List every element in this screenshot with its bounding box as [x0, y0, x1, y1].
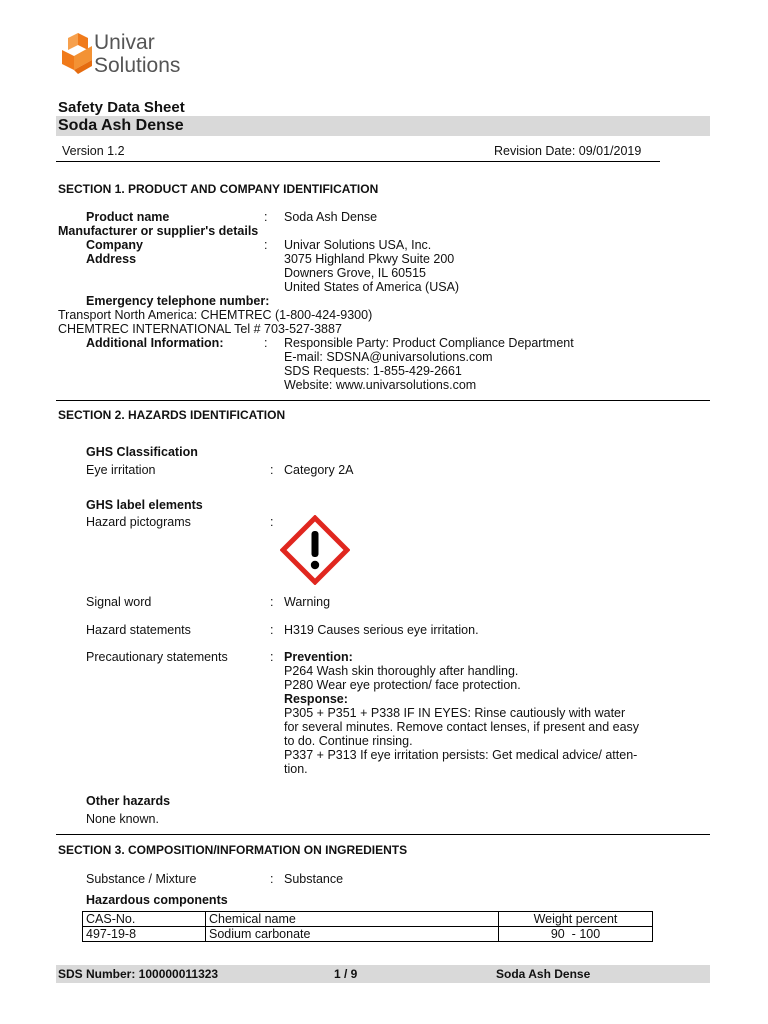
- response-line: P305 + P351 + P338 IF IN EYES: Rinse cautiously with water: [284, 706, 626, 720]
- company-value: Univar Solutions USA, Inc.: [284, 238, 432, 252]
- signal-word-value: Warning: [284, 595, 331, 609]
- product-name-label: Product name: [86, 210, 170, 224]
- colon: :: [270, 595, 274, 609]
- additional-line: Responsible Party: Product Compliance Department: [284, 336, 574, 350]
- page-number: 1 / 9: [334, 967, 358, 981]
- colon: :: [270, 650, 274, 664]
- header-divider: [56, 161, 660, 162]
- hazard-statements-label: Hazard statements: [86, 623, 191, 637]
- hazardous-components-heading: Hazardous components: [86, 893, 228, 907]
- address-label: Address: [86, 252, 137, 266]
- precautionary-block: [284, 650, 639, 776]
- table-header-cell: CAS-No.: [83, 912, 206, 927]
- section-divider: [56, 400, 710, 401]
- table-header-cell: Chemical name: [206, 912, 499, 927]
- emergency-block: [58, 308, 372, 336]
- company-label: Company: [86, 238, 143, 252]
- ghs-label-elements-heading: GHS label elements: [86, 498, 203, 512]
- colon: :: [270, 623, 274, 637]
- eye-irritation-label: Eye irritation: [86, 463, 156, 477]
- address-line: United States of America (USA): [284, 280, 460, 294]
- prevention-line: P280 Wear eye protection/ face protection.: [284, 678, 521, 692]
- precautionary-statements-label: Precautionary statements: [86, 650, 228, 664]
- logo-line-2: Solutions: [94, 54, 181, 77]
- footer-product: Soda Ash Dense: [496, 967, 591, 981]
- response-heading: Response:: [284, 692, 348, 706]
- colon: :: [264, 238, 268, 252]
- hazard-pictograms-label: Hazard pictograms: [86, 515, 191, 529]
- section-1-title: SECTION 1. PRODUCT AND COMPANY IDENTIFICATION: [58, 182, 379, 196]
- table-row: [83, 927, 653, 942]
- signal-word-label: Signal word: [86, 595, 152, 609]
- revision-date: Revision Date: 09/01/2019: [494, 144, 642, 158]
- colon: :: [270, 515, 274, 529]
- section-3-title: SECTION 3. COMPOSITION/INFORMATION ON INGREDIENTS: [58, 843, 408, 857]
- table-cell: 497-19-8: [83, 927, 206, 942]
- product-name-value: Soda Ash Dense: [284, 210, 378, 224]
- emergency-label: Emergency telephone number:: [86, 294, 270, 308]
- other-hazards-value: None known.: [86, 812, 159, 826]
- emergency-line: Transport North America: CHEMTREC (1-800-424-9300): [58, 308, 373, 322]
- additional-info-block: [284, 336, 574, 392]
- logo-line-1: Univar: [94, 31, 155, 54]
- address-line: Downers Grove, IL 60515: [284, 266, 426, 280]
- univar-logo: [56, 28, 206, 88]
- prevention-line: P264 Wash skin thoroughly after handling.: [284, 664, 519, 678]
- table-cell: 90 - 100: [499, 927, 653, 942]
- colon: :: [270, 463, 274, 477]
- table-header-cell: Weight percent: [499, 912, 653, 927]
- additional-info-label: Additional Information:: [86, 336, 224, 350]
- response-line: to do. Continue rinsing.: [284, 734, 413, 748]
- response-line: tion.: [284, 762, 308, 776]
- colon: :: [270, 872, 274, 886]
- table-cell: Sodium carbonate: [206, 927, 499, 942]
- response-line: P337 + P313 If eye irritation persists: Get medical advice/ atten-: [284, 748, 638, 762]
- prevention-heading: Prevention:: [284, 650, 353, 664]
- version: Version 1.2: [62, 144, 125, 158]
- table-header-row: [83, 912, 653, 927]
- additional-line: Website: www.univarsolutions.com: [284, 378, 477, 392]
- exclamation-mark-ghs-icon: [280, 515, 350, 585]
- section-divider: [56, 834, 710, 835]
- colon: :: [264, 336, 268, 350]
- emergency-line: CHEMTREC INTERNATIONAL Tel # 703-527-3887: [58, 322, 342, 336]
- eye-irritation-value: Category 2A: [284, 463, 354, 477]
- univar-hexagon-logo-icon: [60, 32, 96, 78]
- colon: :: [264, 210, 268, 224]
- product-title: Soda Ash Dense: [58, 117, 184, 134]
- ghs-classification-heading: GHS Classification: [86, 445, 198, 459]
- hazard-statements-value: H319 Causes serious eye irritation.: [284, 623, 479, 637]
- additional-line: E-mail: SDSNA@univarsolutions.com: [284, 350, 493, 364]
- manufacturer-label: Manufacturer or supplier's details: [58, 224, 259, 238]
- sds-number: SDS Number: 100000011323: [58, 967, 219, 981]
- substance-mixture-label: Substance / Mixture: [86, 872, 197, 886]
- address-line: 3075 Highland Pkwy Suite 200: [284, 252, 455, 266]
- substance-mixture-value: Substance: [284, 872, 344, 886]
- additional-line: SDS Requests: 1-855-429-2661: [284, 364, 462, 378]
- components-table: [82, 911, 653, 942]
- other-hazards-heading: Other hazards: [86, 794, 171, 808]
- address-block: [284, 252, 459, 294]
- response-line: for several minutes. Remove contact lenses, if present and easy: [284, 720, 640, 734]
- section-2-title: SECTION 2. HAZARDS IDENTIFICATION: [58, 408, 286, 422]
- document-title: Safety Data Sheet: [58, 99, 185, 116]
